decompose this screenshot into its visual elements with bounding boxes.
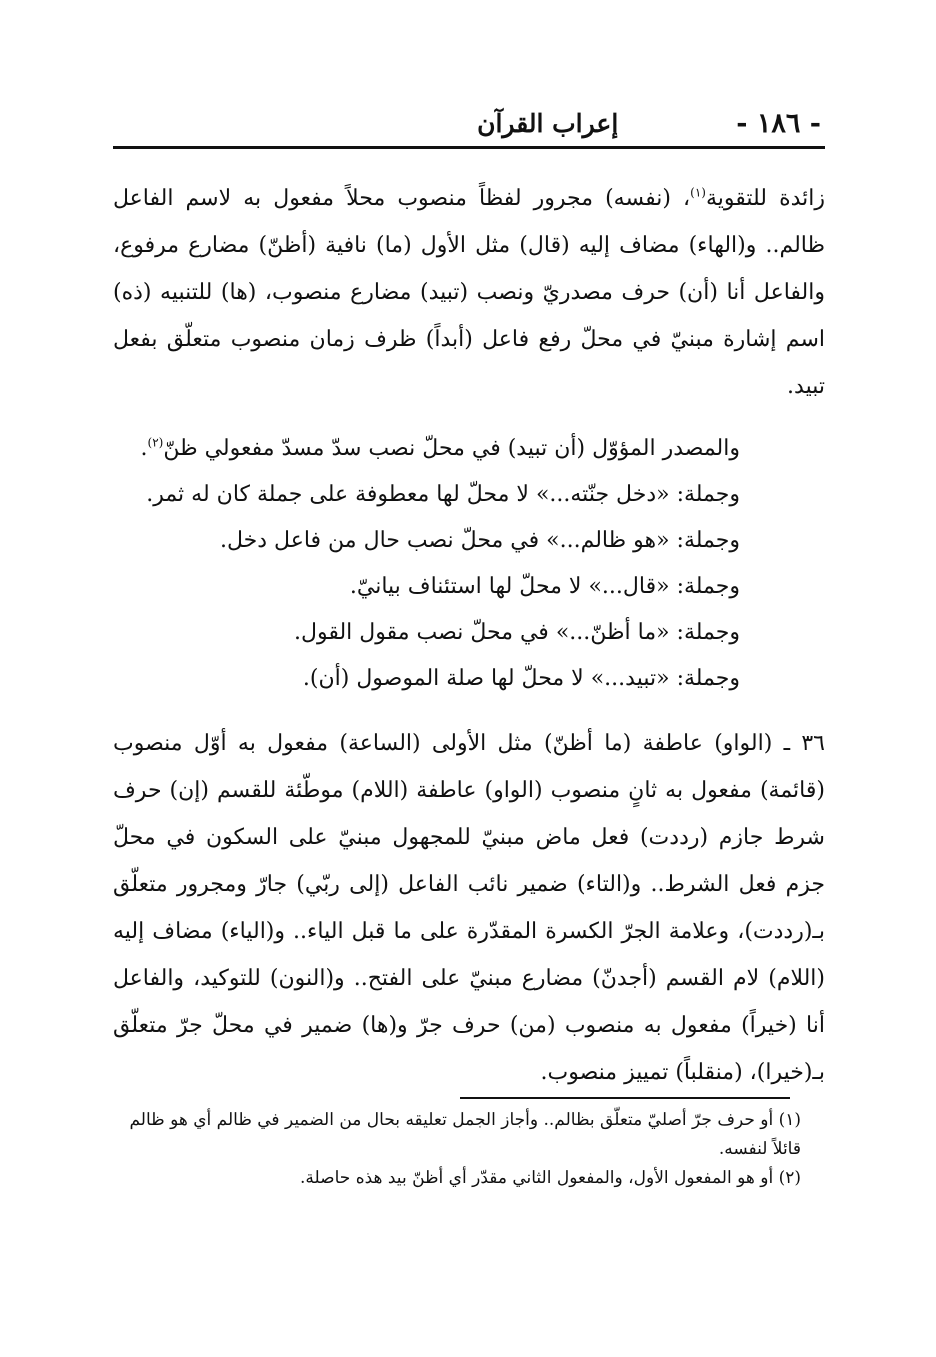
page-header (113, 100, 825, 146)
paragraph-3 (113, 720, 825, 1096)
footnote-marker: (١) (690, 185, 706, 200)
paragraph-1-text: زائدة للتقوية$^{(١)}$، (نفسه) مجرور لفظاً منصوب محلاً مفعول به لاسم الفاعل ظالم.. و(الهاء) مضاف إليه (قال) مثل الأول (ما) نافية (أظنّ) مضارع مرفوع، والفاعل أنا (أن) حرف مصدريّ ونصب (تبيد) مضارع منصوب، (ها) للتنبيه (ذه) اسم إشارة مبنيّ في محلّ رفع فاعل (أبداً) ظرف زمان منصوب متعلّق بفعل تبيد. (113, 185, 825, 399)
list-item (140, 426, 740, 472)
footnote-2: (٢) أو هو المفعول الأول، والمفعول الثاني مقدّر أي أظنّ بيد هذه حاصلة. (300, 1168, 801, 1188)
footnote-marker: (٢) (147, 435, 164, 450)
list-item: وجملة: «تبيد...» لا محلّ لها صلة الموصول (أن). (302, 666, 740, 691)
list-item: وجملة: «هو ظالم...» في محلّ نصب حال من فاعل دخل. (220, 528, 740, 553)
page-number: - ١٨٦ - (736, 107, 821, 139)
header-rule (113, 146, 825, 149)
list-item-text: والمصدر المؤوّل (أن تبيد) في محلّ نصب سدّ مسدّ مفعولي ظنّ (163, 436, 740, 461)
sentence-analysis-list (140, 426, 740, 702)
list-item-end: . (140, 436, 148, 461)
paragraph-1 (113, 175, 825, 410)
list-item: وجملة: «ما أظنّ...» في محلّ نصب مقول القول. (294, 620, 740, 645)
running-title: إعراب القرآن (477, 108, 619, 138)
paragraph-3-text: ٣٦ ـ (الواو) عاطفة (ما أظنّ) مثل الأولى (الساعة) مفعول به أوّل منصوب (قائمة) مفعول به ثانٍ منصوب (الواو) عاطفة (اللام) موطّئة للقسم (إن) حرف شرط جازم (رددت) فعل ماض مبنيّ للمجهول مبنيّ على السكون في محلّ جزم فعل الشرط.. و(التاء) ضمير نائب الفاعل (إلى ربّي) جارّ ومجرور متعلّق بـ(رددت)، وعلامة الجرّ الكسرة المقدّرة على ما قبل الياء.. و(الياء) مضاف إليه (اللام) لام القسم (أجدنّ) مضارع مبنيّ على الفتح.. و(النون) للتوكيد، والفاعل أنا (خيراً) مفعول به منصوب (من) حرف جرّ و(ها) ضمير في محلّ جرّ متعلّق بـ(خيرا)، (منقلباً) تمييز منصوب. (113, 731, 825, 1085)
footnotes (113, 1106, 801, 1193)
list-item: وجملة: «دخل جنّته...» لا محلّ لها معطوفة على جملة كان له ثمر. (146, 482, 740, 507)
list-item: وجملة: «قال...» لا محلّ لها استئناف بيانيّ. (349, 574, 740, 599)
footnote-1: (١) أو حرف جرّ أصليّ متعلّق بظالم.. وأجاز الجمل تعليقه بحال من الضمير في ظالم أي هو ظالم قائلاً لنفسه. (129, 1110, 801, 1159)
footnote-rule (460, 1097, 790, 1099)
